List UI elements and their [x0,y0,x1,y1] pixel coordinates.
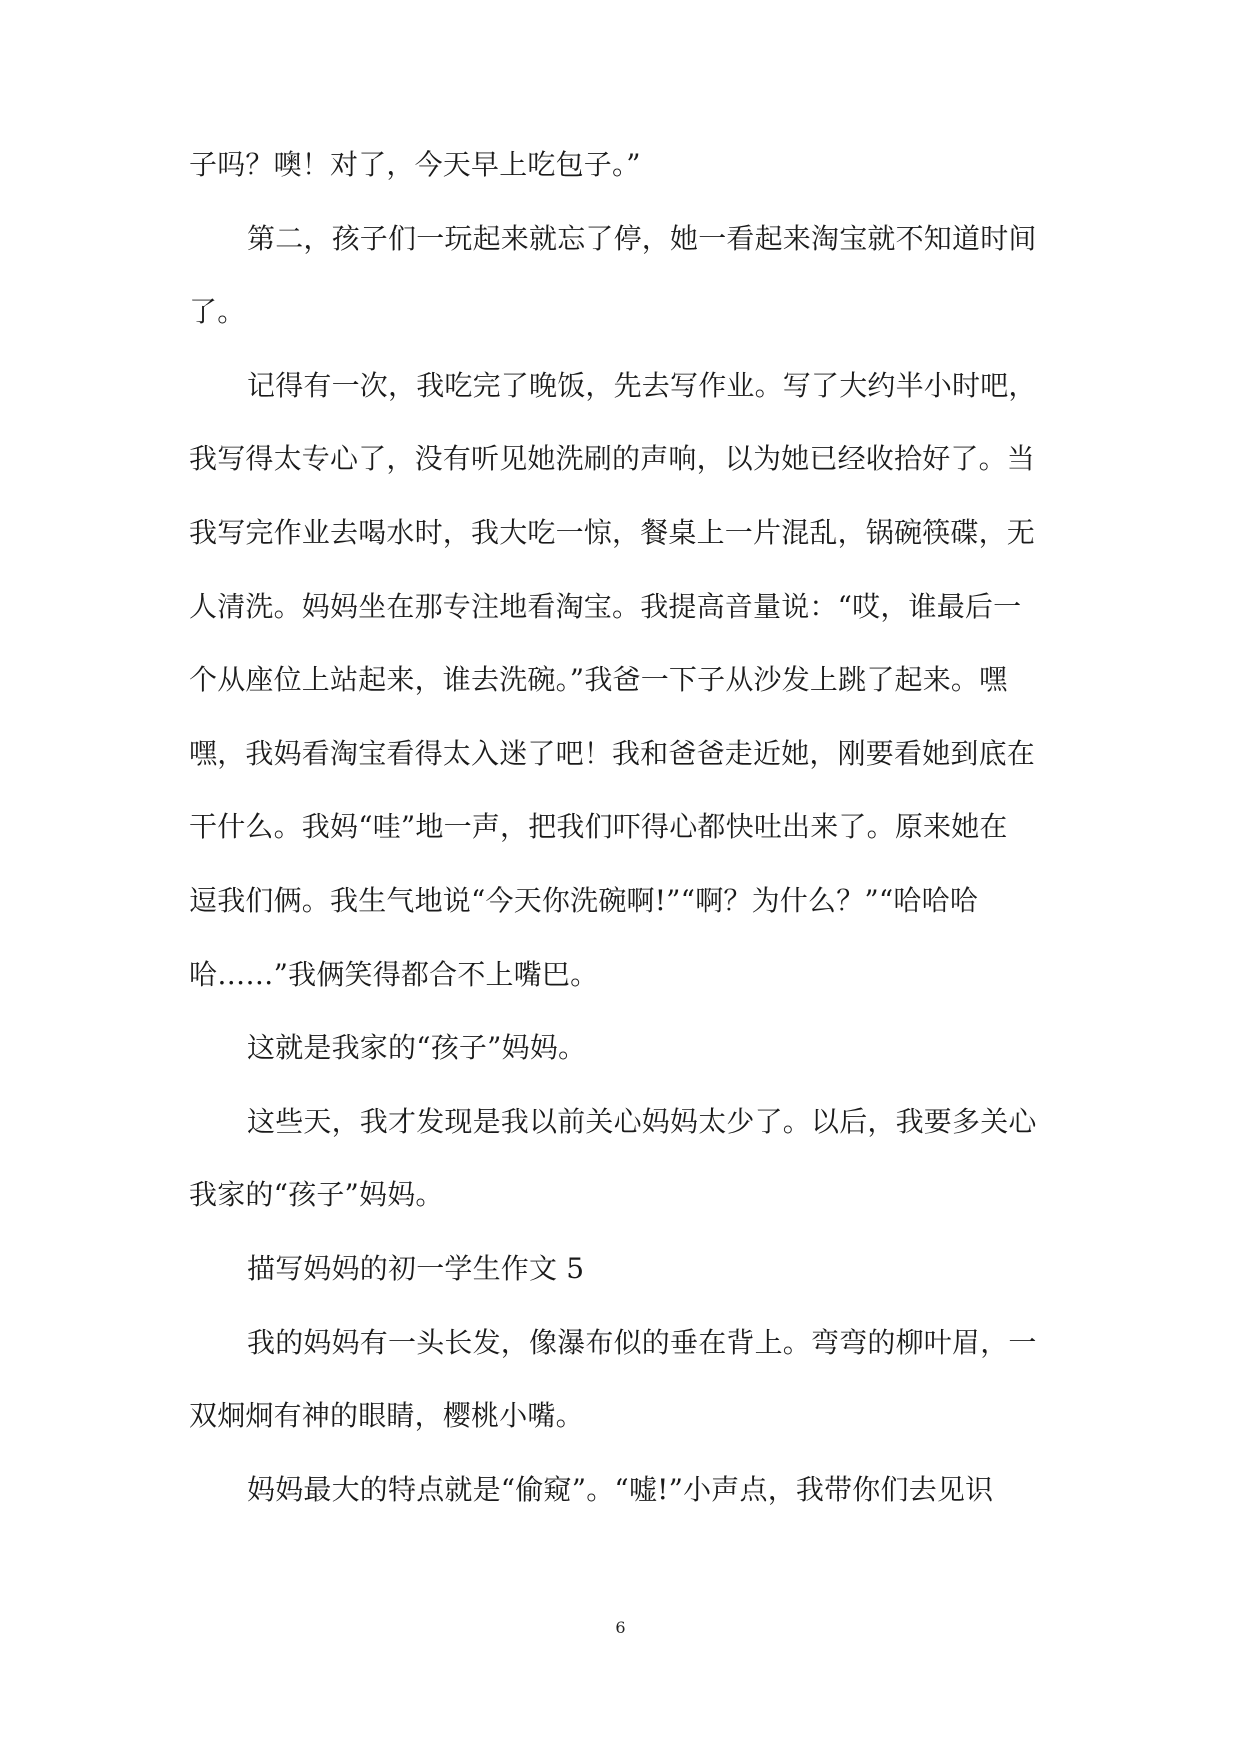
text-line: 干什么。我妈“哇”地一声，把我们吓得心都快吐出来了。原来她在 [189,810,1008,844]
text-line: 了。 [189,295,246,329]
text-line: 描写妈妈的初一学生作文 5 [247,1252,585,1285]
text-line: 嘿，我妈看淘宝看得太入迷了吧！我和爸爸走近她，刚要看她到底在 [189,736,1036,770]
text-line: 记得有一次，我吃完了晚饭，先去写作业。写了大约半小时吧， [247,368,1037,402]
text-line: 这些天，我才发现是我以前关心妈妈太少了。以后，我要多关心 [247,1104,1037,1138]
text-line: 这就是我家的“孩子”妈妈。 [247,1031,587,1065]
text-line: 我的妈妈有一头长发，像瀑布似的垂在背上。弯弯的柳叶眉，一 [247,1325,1037,1359]
text-line: 哈……”我俩笑得都合不上嘴巴。 [189,957,599,991]
text-line: 我写完作业去喝水时，我大吃一惊，餐桌上一片混乱，锅碗筷碟，无 [189,516,1036,549]
text-line: 逗我们俩。我生气地说“今天你洗碗啊!”“啊？为什么？”“哈哈哈 [189,884,979,917]
text-line: 第二，孩子们一玩起来就忘了停，她一看起来淘宝就不知道时间 [247,221,1037,255]
text-line: 人清洗。妈妈坐在那专注地看淘宝。我提高音量说：“哎，谁最后一 [189,589,1022,623]
text-line: 双炯炯有神的眼睛，樱桃小嘴。 [189,1399,584,1433]
text-line: 我家的“孩子”妈妈。 [189,1178,444,1212]
page-number: 6 [615,1618,626,1637]
text-line: 个从座位上站起来，谁去洗碗。”我爸一下子从沙发上跳了起来。嘿 [189,663,1008,697]
text-line: 子吗？噢！对了，今天早上吃包子。” [189,148,641,181]
text-line: 我写得太专心了，没有听见她洗刷的声响，以为她已经收拾好了。当 [189,442,1036,476]
text-line: 妈妈最大的特点就是“偷窥”。“嘘!”小声点，我带你们去见识 [247,1472,994,1506]
